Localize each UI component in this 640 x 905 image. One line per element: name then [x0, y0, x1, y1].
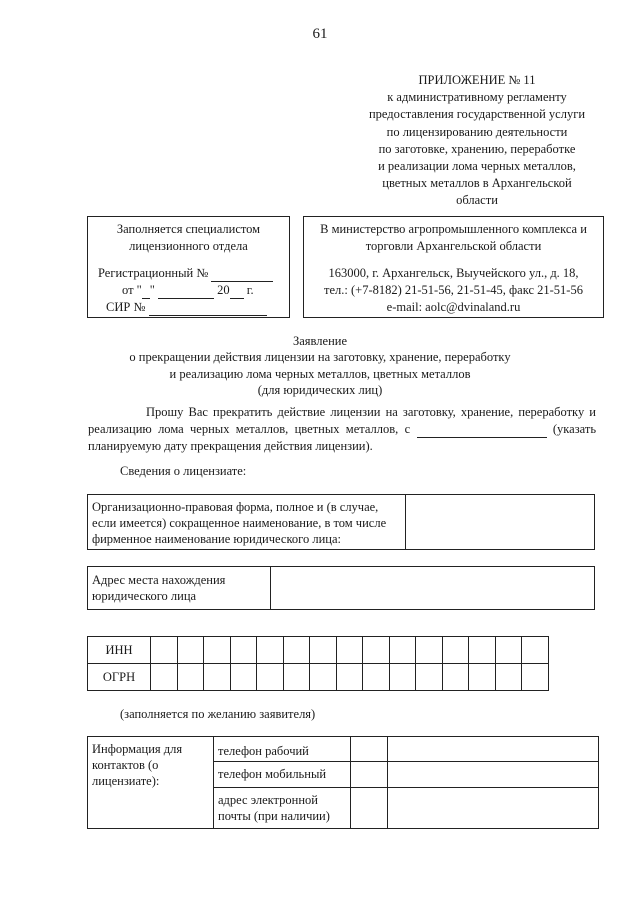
date-year: 20	[217, 283, 230, 297]
inn-digit-cell[interactable]	[257, 637, 284, 664]
ogrn-digit-cell[interactable]	[204, 664, 231, 691]
specialist-line-1: Заполняется специалистом	[116, 222, 261, 236]
appendix-line: и реализации лома черных металлов,	[378, 159, 576, 174]
application-title	[0, 333, 640, 399]
phone-mobile-field[interactable]	[388, 762, 599, 787]
licensee-heading: Сведения о лицензиате:	[120, 464, 247, 478]
inn-digit-cell[interactable]	[363, 637, 390, 664]
phone-work-code-field[interactable]	[351, 737, 388, 762]
ministry-phones: тел.: (+7-8182) 21-51-56, 21-51-45, факс 21-51-56	[324, 283, 583, 297]
sir-row	[88, 299, 289, 316]
inn-digit-cell[interactable]	[522, 637, 549, 664]
email-label: адрес электронной почты (при наличии)	[214, 787, 351, 828]
org-name-field[interactable]	[406, 495, 595, 550]
codes-table	[87, 636, 549, 691]
inn-digit-cell[interactable]	[495, 637, 522, 664]
title-line: Заявление	[292, 334, 347, 348]
termination-date-field[interactable]	[417, 437, 547, 438]
inn-digit-cell[interactable]	[310, 637, 337, 664]
ministry-line-1: В министерство агропромышленного комплекса и	[320, 222, 587, 236]
ogrn-digit-cell[interactable]	[230, 664, 257, 691]
appendix-line: по заготовке, хранению, переработке	[378, 141, 576, 156]
ogrn-digit-cell[interactable]	[416, 664, 443, 691]
ministry-address: 163000, г. Архангельск, Выучейского ул., д. 18,	[328, 266, 579, 280]
ogrn-digit-cell[interactable]	[363, 664, 390, 691]
optional-note: (заполняется по желанию заявителя)	[120, 707, 316, 721]
ogrn-digit-cell[interactable]	[310, 664, 337, 691]
request-text-end: (указать планируемую дату прекращения действия лицензии).	[88, 422, 597, 453]
registration-row	[88, 265, 289, 282]
inn-digit-cell[interactable]	[283, 637, 310, 664]
request-paragraph	[88, 404, 596, 455]
appendix-header	[352, 72, 602, 210]
email-field[interactable]	[388, 787, 599, 828]
appendix-line: по лицензированию деятельности	[386, 124, 568, 139]
page-number: 61	[312, 26, 328, 42]
phone-mobile-code-field[interactable]	[351, 762, 388, 787]
registration-label: Регистрационный №	[98, 266, 209, 280]
ogrn-digit-cell[interactable]	[283, 664, 310, 691]
phone-work-field[interactable]	[388, 737, 599, 762]
ministry-line-2: торговли Архангельской области	[365, 239, 542, 253]
ogrn-digit-cell[interactable]	[257, 664, 284, 691]
inn-digit-cell[interactable]	[389, 637, 416, 664]
org-name-label: Организационно-правовая форма, полное и (в случае, если имеется) сокращенное наименование, в том числе фирменное наименование юридического лица:	[88, 495, 406, 550]
ogrn-digit-cell[interactable]	[469, 664, 496, 691]
address-label: Адрес места нахождения юридического лица	[88, 567, 271, 610]
contacts-label: Информация для контактов (о лицензиате):	[88, 737, 214, 829]
ogrn-digit-cell[interactable]	[151, 664, 178, 691]
appendix-line: предоставления государственной услуги	[368, 107, 586, 122]
contacts-table	[87, 736, 599, 829]
appendix-line: цветных металлов в Архангельской	[382, 176, 572, 191]
appendix-line: области	[456, 193, 498, 208]
title-line: о прекращении действия лицензии на заготовку, хранение, переработку	[129, 350, 511, 365]
request-text-start: Прошу Вас прекратить действие лицензии на заготовку, хранение, переработку и реализацию лома черных металлов, цветных металлов, с	[88, 405, 596, 436]
appendix-line: к административному регламенту	[387, 90, 567, 105]
date-row	[88, 282, 289, 299]
phone-work-label: телефон рабочий	[214, 737, 351, 762]
inn-digit-cell[interactable]	[469, 637, 496, 664]
inn-digit-cell[interactable]	[151, 637, 178, 664]
ogrn-digit-cell[interactable]	[177, 664, 204, 691]
title-line: и реализацию лома черных металлов, цветных металлов	[169, 366, 471, 381]
inn-digit-cell[interactable]	[204, 637, 231, 664]
specialist-line-2: лицензионного отдела	[129, 239, 248, 253]
inn-digit-cell[interactable]	[442, 637, 469, 664]
ogrn-digit-cell[interactable]	[522, 664, 549, 691]
appendix-line: ПРИЛОЖЕНИЕ № 11	[418, 73, 536, 87]
address-field[interactable]	[271, 567, 595, 610]
ogrn-digit-cell[interactable]	[495, 664, 522, 691]
org-name-table	[87, 494, 595, 550]
phone-mobile-label: телефон мобильный	[214, 762, 351, 787]
inn-digit-cell[interactable]	[230, 637, 257, 664]
date-suffix: г.	[246, 283, 254, 297]
inn-digit-cell[interactable]	[336, 637, 363, 664]
sir-number-field[interactable]	[149, 315, 267, 316]
email-code-field[interactable]	[351, 787, 388, 828]
sir-label: СИР №	[106, 300, 146, 314]
inn-label: ИНН	[88, 637, 151, 664]
date-quote: "	[149, 283, 155, 297]
date-prefix: от "	[122, 283, 142, 297]
title-line: (для юридических лиц)	[257, 383, 383, 398]
ogrn-digit-cell[interactable]	[442, 664, 469, 691]
inn-digit-cell[interactable]	[416, 637, 443, 664]
ministry-box	[303, 216, 604, 318]
inn-digit-cell[interactable]	[177, 637, 204, 664]
ogrn-label: ОГРН	[88, 664, 151, 691]
ministry-email: e-mail: aolc@dvinaland.ru	[386, 300, 521, 314]
ogrn-digit-cell[interactable]	[389, 664, 416, 691]
ogrn-digit-cell[interactable]	[336, 664, 363, 691]
specialist-box	[87, 216, 290, 318]
address-table	[87, 566, 595, 610]
